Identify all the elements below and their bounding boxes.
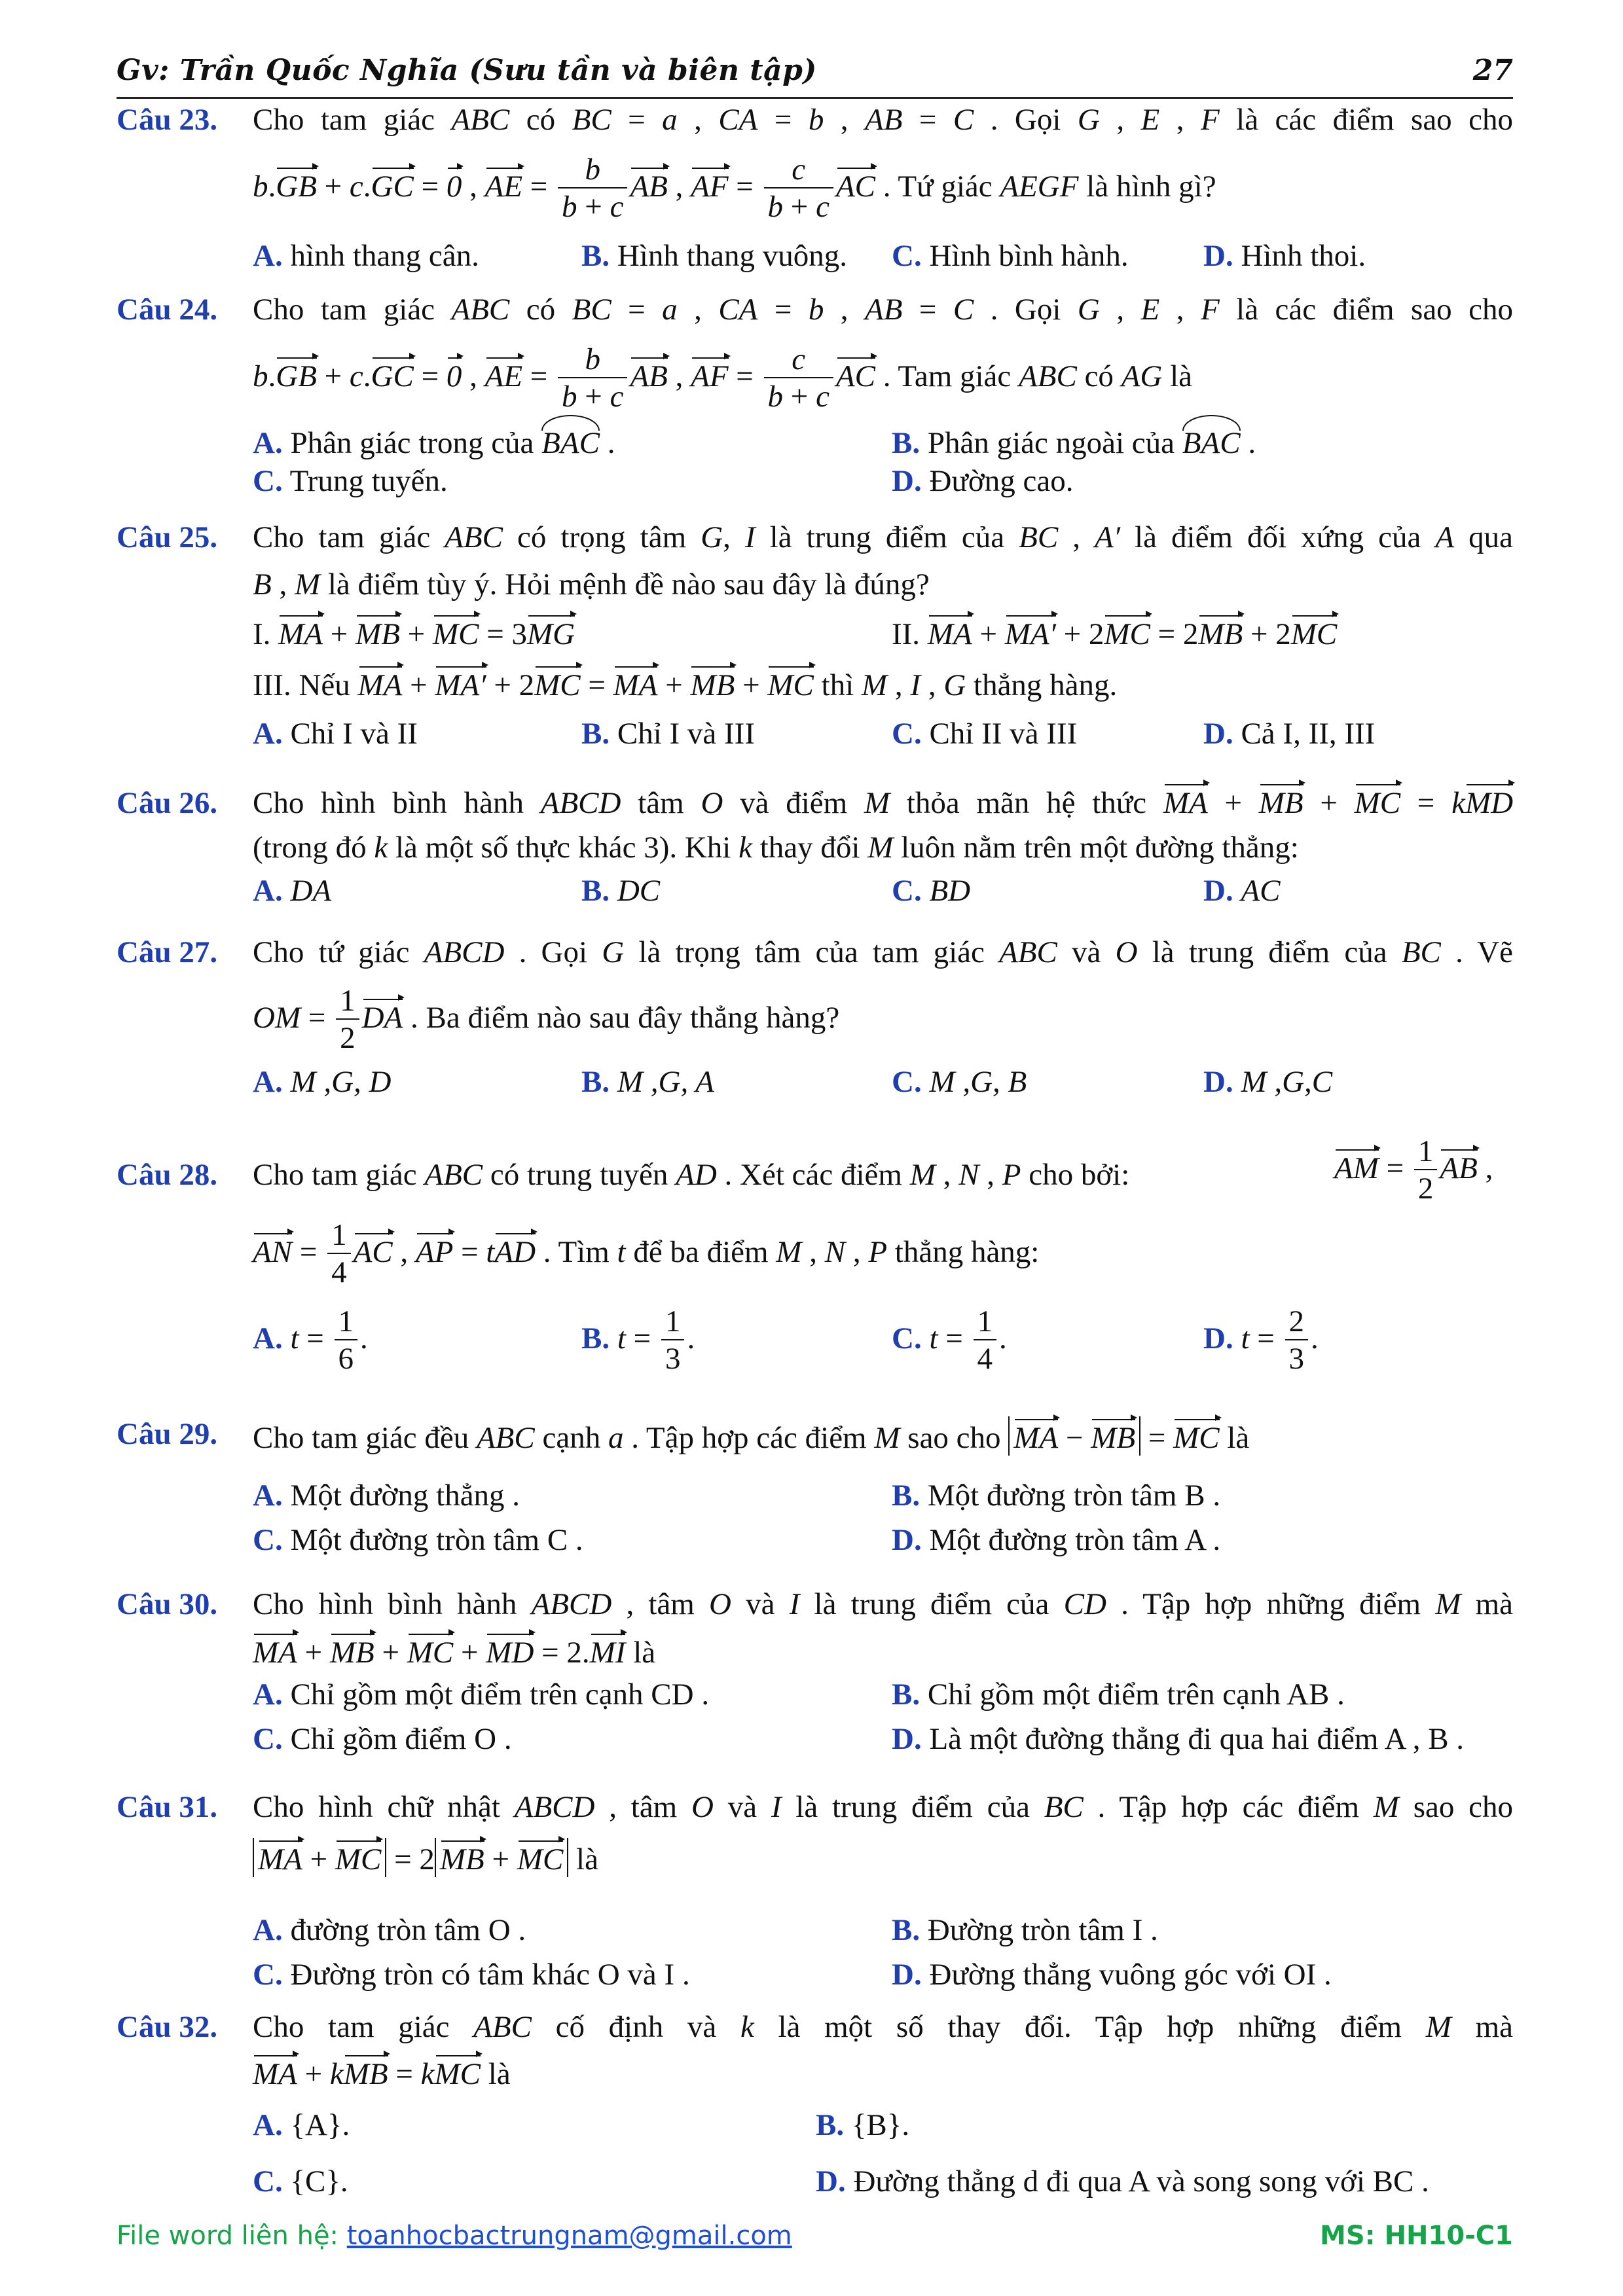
email-link[interactable]: toanhocbactrungnam@gmail.com <box>346 2221 792 2251</box>
question-text: Cho tam giác ABC có trung tuyến AD . Xét các điểm M , N , P cho bởi: <box>253 1158 1130 1192</box>
question-text: Cho tam giác ABC có BC = a , CA = b , AB = C . Gọi G , E , F là các điểm sao cho <box>253 293 1514 327</box>
question-text: Cho tam giác ABC có trọng tâm G, I là trung điểm của BC , A′ là điểm đối xứng của A qua <box>253 520 1514 554</box>
question-number: Câu 27. <box>117 935 218 969</box>
option-a[interactable]: A. t = $\frac{1}{6}$ . <box>253 1304 368 1376</box>
option-d[interactable]: D. t = $\frac{2}{3}$ . <box>1203 1304 1319 1376</box>
question-text: Cho hình bình hành ABCD tâm O và điểm M thỏa mãn hệ thức MA + MB + MC = kMD <box>253 786 1514 820</box>
option-d[interactable]: D. Cả I, II, III <box>1203 717 1376 751</box>
option-c[interactable]: C. Chỉ gồm điểm O . <box>253 1722 512 1756</box>
question-formula: b.GB + c.GC = 0 , AE = $\frac{b}{b + c}$ AB , AF = $\frac{c}{b + c}$ AC . Tam giác ABC có AG là <box>253 342 1193 414</box>
question-formula: b.GB + c.GC = 0 , AE = $\frac{b}{b + c}$ AB , AF = $\frac{c}{b + c}$ AC . Tứ giác AEGF là hình gì? <box>253 152 1216 224</box>
question-formula: MA + MB + MC + MD = 2.MI là <box>253 1636 656 1670</box>
option-c[interactable]: C. t = $\frac{1}{4}$ . <box>892 1304 1007 1376</box>
question-text: Cho tam giác ABC cố định và k là một số thay đổi. Tập hợp những điểm M mà <box>253 2010 1513 2044</box>
option-d[interactable]: D. Hình thoi. <box>1203 239 1366 273</box>
question-formula: AN = $\frac{1}{4}$ AC , AP = tAD . Tìm t để ba điểm M , N , P thẳng hàng: <box>253 1218 1040 1289</box>
option-b[interactable]: B. t = $\frac{1}{3}$ . <box>581 1304 695 1376</box>
option-a[interactable]: A. Phân giác trong của BAC . <box>253 426 615 460</box>
header-divider <box>117 97 1513 99</box>
option-b[interactable]: B. Chỉ I và III <box>581 717 755 751</box>
question-text: Cho tam giác đều ABC cạnh a . Tập hợp các điểm M sao cho MA − MB = MC là <box>253 1416 1513 1456</box>
option-c[interactable]: C. Đường tròn có tâm khác O và I . <box>253 1958 690 1992</box>
question-number: Câu 26. <box>117 786 218 820</box>
option-c[interactable]: C. Một đường tròn tâm C . <box>253 1523 583 1557</box>
option-a[interactable]: A. DA <box>253 874 332 908</box>
option-a[interactable]: A. Chỉ gồm một điểm trên cạnh CD . <box>253 1677 710 1712</box>
option-d[interactable]: D. Đường thẳng d đi qua A và song song với BC . <box>816 2164 1429 2198</box>
footer-label: File word liên hệ: <box>117 2221 339 2251</box>
option-a[interactable]: A. M ,G, D <box>253 1065 392 1099</box>
option-b[interactable]: B. Một đường tròn tâm B . <box>892 1479 1221 1513</box>
option-a[interactable]: A. {A}. <box>253 2108 350 2142</box>
question-text: Cho hình bình hành ABCD , tâm O và I là trung điểm của CD . Tập hợp những điểm M mà <box>253 1587 1514 1621</box>
option-d[interactable]: D. Đường thẳng vuông góc với OI . <box>892 1958 1332 1992</box>
statement-3: III. Nếu MA + MA′ + 2MC = MA + MB + MC thì M , I , G thẳng hàng. <box>253 668 1118 702</box>
option-a[interactable]: A. hình thang cân. <box>253 239 479 273</box>
question-formula: OM = $\frac{1}{2}$ DA . Ba điểm nào sau đây thẳng hàng? <box>253 984 840 1055</box>
footer-code: MS: HH10-C1 <box>1320 2221 1513 2251</box>
option-b[interactable]: B. Phân giác ngoài của BAC . <box>892 426 1256 460</box>
footer-contact <box>117 2221 792 2251</box>
option-b[interactable]: B. Đường tròn tâm I . <box>892 1913 1158 1947</box>
question-number: Câu 28. <box>117 1158 218 1192</box>
option-d[interactable]: D. AC <box>1203 874 1281 908</box>
option-c[interactable]: C. Chỉ II và III <box>892 717 1078 751</box>
question-text: Cho hình chữ nhật ABCD , tâm O và I là trung điểm của BC . Tập hợp các điểm M sao cho <box>253 1790 1514 1824</box>
question-number: Câu 29. <box>117 1417 218 1451</box>
option-b[interactable]: B. DC <box>581 874 661 908</box>
question-number: Câu 24. <box>117 293 218 327</box>
question-formula: MA + MC = 2 MB + MC là <box>253 1838 1513 1877</box>
formula-am: AM = $\frac{1}{2}$ AB , <box>1334 1134 1493 1206</box>
option-a[interactable]: A. Chỉ I và II <box>253 717 418 751</box>
question-number: Câu 23. <box>117 103 218 137</box>
option-a[interactable]: A. Một đường thẳng . <box>253 1479 520 1513</box>
option-b[interactable]: B. Chỉ gồm một điểm trên cạnh AB . <box>892 1677 1345 1712</box>
header-author: Gv: Trần Quốc Nghĩa (Sưu tần và biên tập) <box>117 54 817 87</box>
question-text-2: B , M là điểm tùy ý. Hỏi mệnh đề nào sau đây là đúng? <box>253 567 930 601</box>
option-a[interactable]: A. đường tròn tâm O . <box>253 1913 526 1947</box>
option-d[interactable]: D. M ,G,C <box>1203 1065 1333 1099</box>
option-d[interactable]: D. Một đường tròn tâm A . <box>892 1523 1221 1557</box>
statement-2: II. MA + MA′ + 2MC = 2MB + 2MC <box>892 617 1338 651</box>
option-b[interactable]: B. Hình thang vuông. <box>581 239 848 273</box>
question-text: Cho tứ giác ABCD . Gọi G là trọng tâm của tam giác ABC và O là trung điểm của BC . Vẽ <box>253 935 1513 969</box>
question-number: Câu 32. <box>117 2010 218 2044</box>
option-b[interactable]: B. M ,G, A <box>581 1065 714 1099</box>
option-c[interactable]: C. BD <box>892 874 971 908</box>
option-c[interactable]: C. {C}. <box>253 2164 348 2198</box>
statement-1: I. MA + MB + MC = 3MG <box>253 617 575 651</box>
page-number: 27 <box>1472 54 1513 87</box>
option-c[interactable]: C. M ,G, B <box>892 1065 1027 1099</box>
option-c[interactable]: C. Hình bình hành. <box>892 239 1129 273</box>
question-formula: MA + kMB = kMC là <box>253 2057 511 2091</box>
option-d[interactable]: D. Đường cao. <box>892 464 1074 498</box>
question-number: Câu 30. <box>117 1587 218 1621</box>
option-b[interactable]: B. {B}. <box>816 2108 910 2142</box>
question-number: Câu 31. <box>117 1790 218 1824</box>
question-number: Câu 25. <box>117 520 218 554</box>
option-d[interactable]: D. Là một đường thẳng đi qua hai điểm A , B . <box>892 1722 1465 1756</box>
question-text-2: (trong đó k là một số thực khác 3). Khi k thay đổi M luôn nằm trên một đường thẳng: <box>253 831 1299 865</box>
option-c[interactable]: C. Trung tuyến. <box>253 464 448 498</box>
question-text: Cho tam giác ABC có BC = a , CA = b , AB = C . Gọi G , E , F là các điểm sao cho <box>253 103 1514 137</box>
